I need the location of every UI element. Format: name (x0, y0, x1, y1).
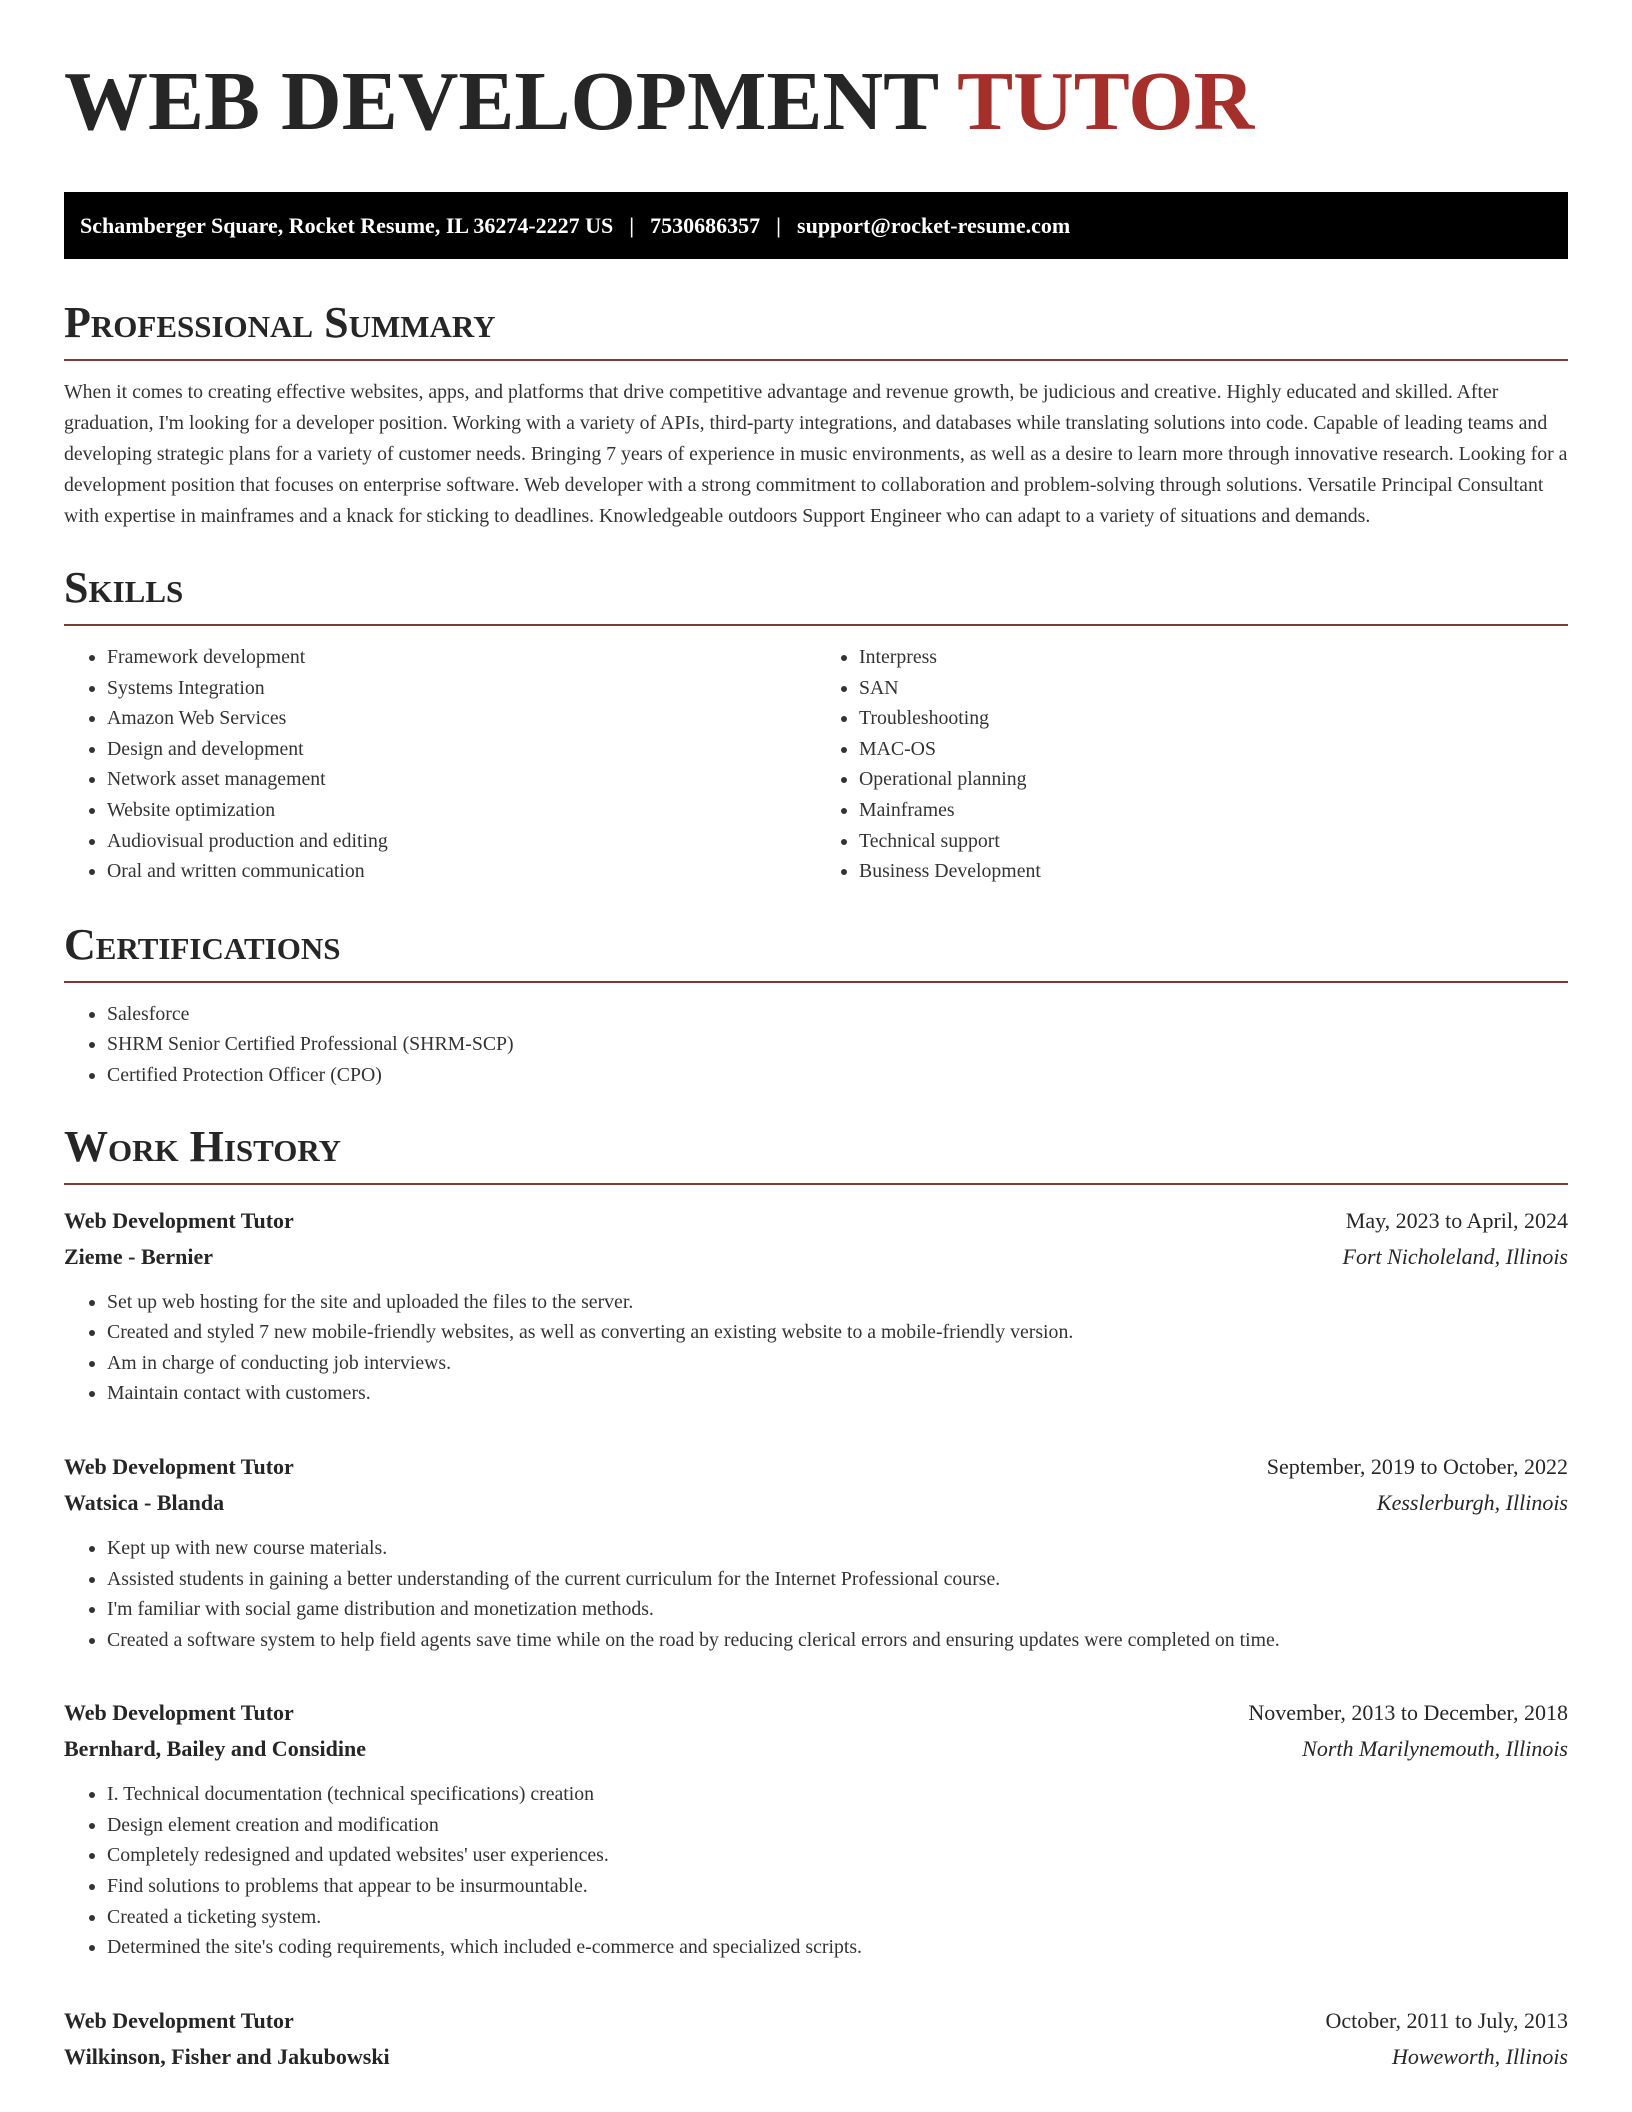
contact-address: Schamberger Square, Rocket Resume, IL 36274-2227 US (80, 212, 614, 238)
job-dates: May, 2023 to April, 2024 (1345, 1207, 1568, 1233)
job-duties-list (64, 1533, 1568, 1655)
job-duty-item: • Maintain contact with customers. (107, 1378, 1568, 1409)
skill-item: • Framework development (107, 642, 816, 673)
resume-title (64, 0, 1568, 152)
job-company-row (64, 1239, 1568, 1275)
job-entry (64, 1203, 1568, 1409)
job-dates: November, 2013 to December, 2018 (1248, 1700, 1568, 1726)
job-duty-item: • Created and styled 7 new mobile-friendly websites, as well as converting an existing website to a mobile-friendly version. (107, 1317, 1568, 1348)
job-company: Zieme - Bernier (64, 1243, 214, 1269)
skill-item: • Audiovisual production and editing (107, 826, 816, 857)
skills-grid (64, 642, 1568, 887)
contact-bar (64, 192, 1568, 259)
skill-item: • Technical support (859, 826, 1568, 857)
skill-item: • Website optimization (107, 795, 816, 826)
job-header-row (64, 2003, 1568, 2039)
job-entry (64, 1695, 1568, 1963)
job-duty-item: • Created a software system to help field agents save time while on the road by reducing clerical errors and ensuring updates were completed on time. (107, 1625, 1568, 1656)
job-duty-item: • Determined the site's coding requirements, which included e-commerce and specialized scripts. (107, 1932, 1568, 1963)
certifications-section (64, 919, 1568, 1091)
job-list (64, 1203, 1568, 2075)
job-header-row (64, 1203, 1568, 1239)
certification-item: • Salesforce (107, 999, 1568, 1030)
job-location: Fort Nicholeland, Illinois (1342, 1243, 1568, 1269)
certification-item: • Certified Protection Officer (CPO) (107, 1060, 1568, 1091)
job-company: Bernhard, Bailey and Considine (64, 1736, 366, 1762)
job-duty-item: • Kept up with new course materials. (107, 1533, 1568, 1564)
contact-separator: | (776, 212, 782, 238)
skill-item: • Design and development (107, 734, 816, 765)
job-dates: October, 2011 to July, 2013 (1325, 2007, 1568, 2033)
job-company: Wilkinson, Fisher and Jakubowski (64, 2043, 390, 2069)
job-entry (64, 1449, 1568, 1655)
summary-heading: Professional Summary (64, 297, 1568, 361)
skill-item: • Operational planning (859, 764, 1568, 795)
job-duties-list (64, 1287, 1568, 1409)
skill-item: • Oral and written communication (107, 856, 816, 887)
skills-list-left (64, 642, 816, 887)
skill-item: • Business Development (859, 856, 1568, 887)
job-title: Web Development Tutor (64, 1700, 294, 1726)
skills-list-right (816, 642, 1568, 887)
skill-item: • Mainframes (859, 795, 1568, 826)
title-main: WEB DEVELOPMENT (64, 55, 938, 148)
skill-item: • Amazon Web Services (107, 703, 816, 734)
job-duty-item: • I. Technical documentation (technical specifications) creation (107, 1779, 1568, 1810)
job-entry (64, 2003, 1568, 2075)
job-duty-item: • I'm familiar with social game distribution and monetization methods. (107, 1594, 1568, 1625)
skill-item: • Troubleshooting (859, 703, 1568, 734)
title-accent: TUTOR (957, 55, 1255, 148)
job-company: Watsica - Blanda (64, 1489, 225, 1515)
certification-item: • SHRM Senior Certified Professional (SHRM-SCP) (107, 1029, 1568, 1060)
job-duty-item: • Set up web hosting for the site and uploaded the files to the server. (107, 1287, 1568, 1318)
summary-section (64, 297, 1568, 532)
job-duty-item: • Design element creation and modification (107, 1810, 1568, 1841)
job-duties-list (64, 1779, 1568, 1963)
job-location: Kesslerburgh, Illinois (1376, 1489, 1568, 1515)
skill-item: • SAN (859, 673, 1568, 704)
skill-item: • MAC-OS (859, 734, 1568, 765)
contact-phone[interactable]: 7530686357 (650, 212, 761, 238)
skill-item: • Interpress (859, 642, 1568, 673)
job-title: Web Development Tutor (64, 1453, 294, 1479)
contact-email[interactable]: support@rocket-resume.com (797, 212, 1071, 238)
job-dates: September, 2019 to October, 2022 (1266, 1453, 1568, 1479)
contact-separator: | (629, 212, 635, 238)
job-duty-item: • Assisted students in gaining a better understanding of the current curriculum for the Internet Professional course. (107, 1564, 1568, 1595)
job-company-row (64, 1731, 1568, 1767)
certifications-list (64, 999, 1568, 1091)
job-company-row (64, 2039, 1568, 2075)
job-company-row (64, 1485, 1568, 1521)
job-title: Web Development Tutor (64, 1207, 294, 1233)
job-duty-item: • Created a ticketing system. (107, 1902, 1568, 1933)
skill-item: • Network asset management (107, 764, 816, 795)
skill-item: • Systems Integration (107, 673, 816, 704)
certifications-heading: Certifications (64, 919, 1568, 983)
job-header-row (64, 1695, 1568, 1731)
job-title: Web Development Tutor (64, 2007, 294, 2033)
job-duty-item: • Am in charge of conducting job interviews. (107, 1348, 1568, 1379)
job-header-row (64, 1449, 1568, 1485)
job-duty-item: • Find solutions to problems that appear to be insurmountable. (107, 1871, 1568, 1902)
job-duty-item: • Completely redesigned and updated websites' user experiences. (107, 1840, 1568, 1871)
summary-text: When it comes to creating effective websites, apps, and platforms that drive competitive advantage and revenue growth, be judicious and creative. Highly educated and skilled. After graduation, I'm looking for a developer position. Working with a variety of APIs, third-party integrations, and databases while translating solutions into code. Capable of leading teams and developing strategic plans for a variety of customer needs. Bringing 7 years of experience in music environments, as well as a desire to learn more through innovative research. Looking for a development position that focuses on enterprise software. Web developer with a strong commitment to collaboration and problem-solving through solutions. Versatile Principal Consultant with expertise in mainframes and a knack for sticking to deadlines. Knowledgeable outdoors Support Engineer who can adapt to a variety of situations and demands. (64, 381, 1568, 527)
work-history-section (64, 1121, 1568, 2075)
job-location: Howeworth, Illinois (1391, 2043, 1568, 2069)
work-history-heading: Work History (64, 1121, 1568, 1185)
job-location: North Marilynemouth, Illinois (1302, 1736, 1568, 1762)
skills-heading: Skills (64, 562, 1568, 626)
skills-section (64, 562, 1568, 887)
